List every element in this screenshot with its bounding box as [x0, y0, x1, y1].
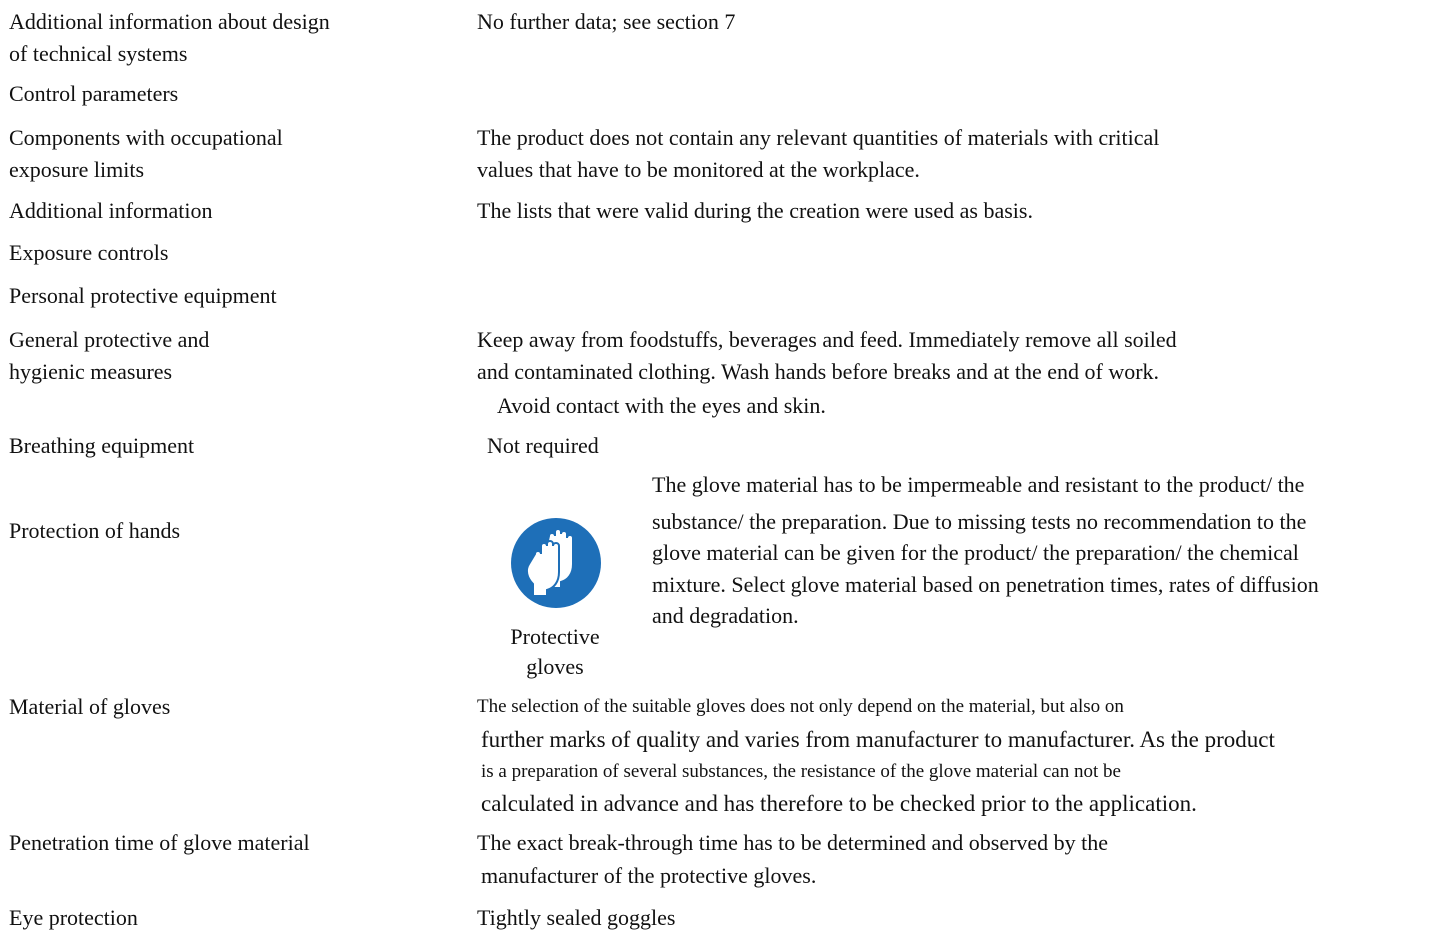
penetration-time-value-line2: manufacturer of the protective gloves.: [481, 863, 817, 888]
glove-material-value-line1: The selection of the suitable gloves does not only depend on the material, but also on: [477, 696, 1124, 717]
components-oel-label-line2: exposure limits: [9, 157, 145, 182]
glove-material-value-line4: calculated in advance and has therefore to be checked prior to the application.: [481, 791, 1197, 816]
eye-protection-value: Tightly sealed goggles: [477, 905, 676, 930]
hands-value-line1: The glove material has to be impermeable and resistant to the product/ the: [652, 472, 1305, 497]
glove-material-value-line2: further marks of quality and varies from manufacturer to manufacturer. As the product: [481, 727, 1275, 752]
protective-gloves-icon: [511, 518, 601, 608]
exposure-controls-heading: Exposure controls: [9, 240, 169, 265]
components-oel-value-line2: values that have to be monitored at the workplace.: [477, 157, 920, 182]
protective-gloves-caption: Protective gloves: [510, 624, 600, 679]
general-measures-value-line2: and contaminated clothing. Wash hands before breaks and at the end of work.: [477, 359, 1160, 384]
breathing-equipment-value: Not required: [487, 433, 599, 458]
tech-systems-value: No further data; see section 7: [477, 9, 736, 34]
components-oel-label-line1: Components with occupational: [9, 125, 283, 150]
glove-material-value-line3: is a preparation of several substances, the resistance of the glove material can not be: [481, 761, 1121, 782]
material-of-gloves-label: Material of gloves: [9, 694, 171, 719]
penetration-time-label: Penetration time of glove material: [9, 830, 310, 855]
additional-information-label: Additional information: [9, 198, 213, 223]
eye-protection-label: Eye protection: [9, 905, 138, 930]
hands-value-line2: substance/ the preparation. Due to missing tests no recommendation to the: [652, 509, 1307, 534]
ppe-heading: Personal protective equipment: [9, 283, 277, 308]
general-measures-label-line2: hygienic measures: [9, 359, 173, 384]
hands-value-line4: mixture. Select glove material based on penetration times, rates of diffusion: [652, 572, 1319, 597]
general-measures-value-line3: Avoid contact with the eyes and skin.: [497, 393, 826, 418]
penetration-time-value-line1: The exact break-through time has to be determined and observed by the: [477, 830, 1109, 855]
components-oel-value-line1: The product does not contain any relevant quantities of materials with critical: [477, 125, 1160, 150]
additional-information-value: The lists that were valid during the creation were used as basis.: [477, 198, 1033, 223]
protection-of-hands-label: Protection of hands: [9, 518, 181, 543]
control-parameters-heading: Control parameters: [9, 81, 179, 106]
breathing-equipment-label: Breathing equipment: [9, 433, 195, 458]
general-measures-label-line1: General protective and: [9, 327, 210, 352]
tech-systems-label-line2: of technical systems: [9, 41, 188, 66]
hands-value-line3: glove material can be given for the product/ the preparation/ the chemical: [652, 540, 1299, 565]
hands-value-line5: and degradation.: [652, 603, 799, 628]
tech-systems-label-line1: Additional information about design: [9, 9, 330, 34]
general-measures-value-line1: Keep away from foodstuffs, beverages and feed. Immediately remove all soiled: [477, 327, 1177, 352]
